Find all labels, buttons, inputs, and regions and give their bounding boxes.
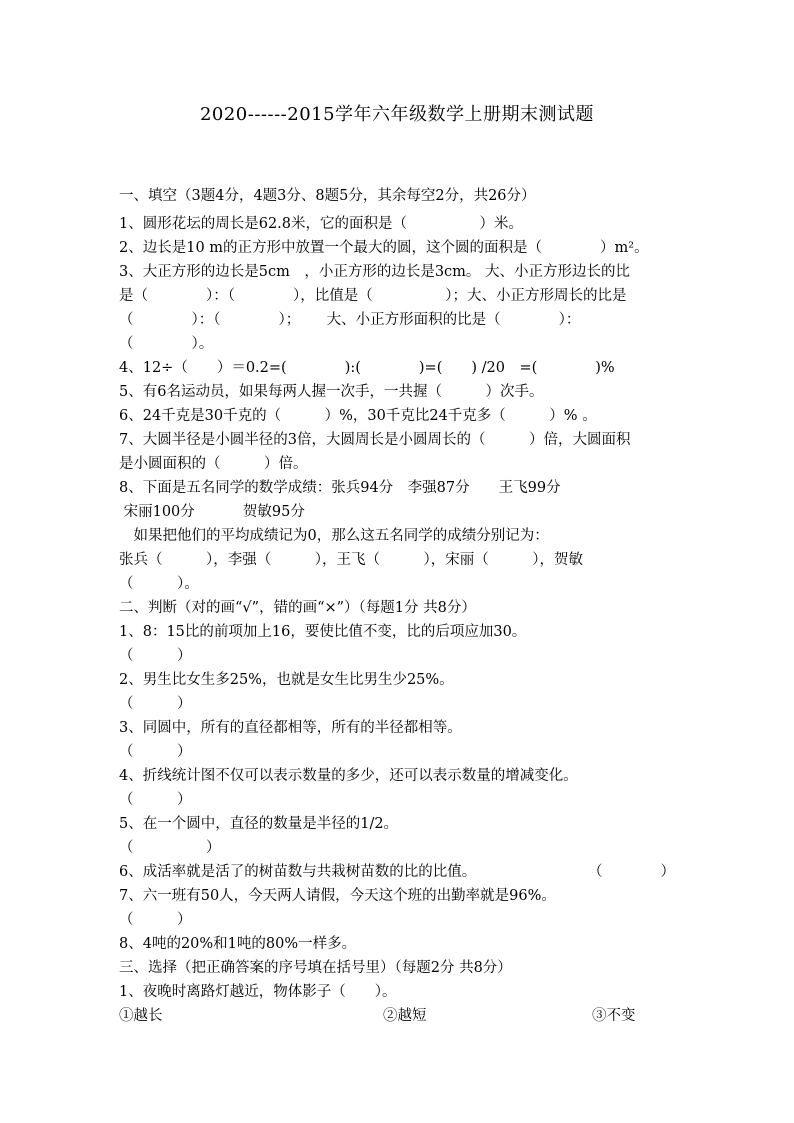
choice-option: ②越短 xyxy=(383,1008,427,1024)
question-line: 6、成活率就是活了的树苗数与共栽树苗数的比的比值。 xyxy=(119,864,477,880)
question-line: 7、六一班有50人，今天两人请假，今天这个班的出勤率就是96%。 xyxy=(119,888,556,904)
question-line: 宋丽100分 贺敏95分 xyxy=(119,504,305,520)
answer-paren: （ ） xyxy=(119,696,192,712)
question-line: 是小圆面积的（ ）倍。 xyxy=(119,456,308,472)
choice-option: ③不变 xyxy=(592,1008,636,1024)
answer-paren: （ ） xyxy=(119,912,192,928)
section-3-heading: 三、选择（把正确答案的序号填在括号里）（每题2分 共8分） xyxy=(119,960,512,976)
question-line: 2、男生比女生多25%，也就是女生比男生少25%。 xyxy=(119,672,454,688)
question-line: （ ）。 xyxy=(119,576,199,592)
answer-paren: （ ） xyxy=(119,648,192,664)
question-line: 张兵（ ），李强（ ），王飞（ ），宋丽（ ），贺敏 xyxy=(119,552,583,568)
question-line: 3、同圆中，所有的直径都相等，所有的半径都相等。 xyxy=(119,720,462,736)
question-line: 6、24千克是30千克的（ ）%，30千克比24千克多（ ）% 。 xyxy=(119,408,597,424)
question-line: 1、夜晚时离路灯越近，物体影子（ ）。 xyxy=(119,984,397,1000)
question-line: 2、边长是10 m的正方形中放置一个最大的圆，这个圆的面积是（ ）m²。 xyxy=(119,240,649,256)
answer-paren: （ ） xyxy=(119,744,192,760)
choice-option: ①越长 xyxy=(119,1008,163,1024)
question-line: 7、大圆半径是小圆半径的3倍，大圆周长是小圆周长的（ ）倍，大圆面积 xyxy=(119,432,631,448)
question-line: 是（ ）：（ ），比值是（ ）；大、小正方形周长的比是 xyxy=(119,288,627,304)
question-line: 5、有6名运动员，如果每两人握一次手，一共握（ ）次手。 xyxy=(119,384,544,400)
answer-paren: （ ） xyxy=(119,840,221,856)
question-line: 4、折线统计图不仅可以表示数量的多少，还可以表示数量的增减变化。 xyxy=(119,768,578,784)
answer-paren: （ ） xyxy=(588,864,675,880)
question-line: 8、下面是五名同学的数学成绩：张兵94分 李强87分 王飞99分 xyxy=(119,480,561,496)
question-line: （ ）：（ ）； 大、小正方形面积的比是（ ）： xyxy=(119,312,581,328)
answer-paren: （ ） xyxy=(119,792,192,808)
question-line: 5、在一个圆中，直径的数量是半径的1/2。 xyxy=(119,816,399,832)
question-line: 如果把他们的平均成绩记为0，那么这五名同学的成绩分别记为： xyxy=(119,528,549,544)
page-title: 2020------2015学年六年级数学上册期末测试题 xyxy=(199,104,595,125)
question-line: 1、圆形花坛的周长是62.8米，它的面积是（ ）米。 xyxy=(119,216,524,232)
question-line: 3、大正方形的边长是5cm ，小正方形的边长是3cm。 大、小正方形边长的比 xyxy=(119,264,631,280)
section-1-heading: 一、填空（3题4分，4题3分、8题5分，其余每空2分，共26分） xyxy=(119,188,536,204)
question-line: 4、12÷（ ）＝0.2=( ):( )=( ) /20 =( )% xyxy=(119,360,615,376)
question-line: 1、8：15比的前项加上16，要使比值不变，比的后项应加30。 xyxy=(119,624,527,640)
section-2-heading: 二、判断（对的画“√”，错的画“×”）（每题1分 共8分） xyxy=(119,600,476,616)
question-line: 8、4吨的20%和1吨的80%一样多。 xyxy=(119,936,357,952)
question-line: （ ）。 xyxy=(119,336,214,352)
